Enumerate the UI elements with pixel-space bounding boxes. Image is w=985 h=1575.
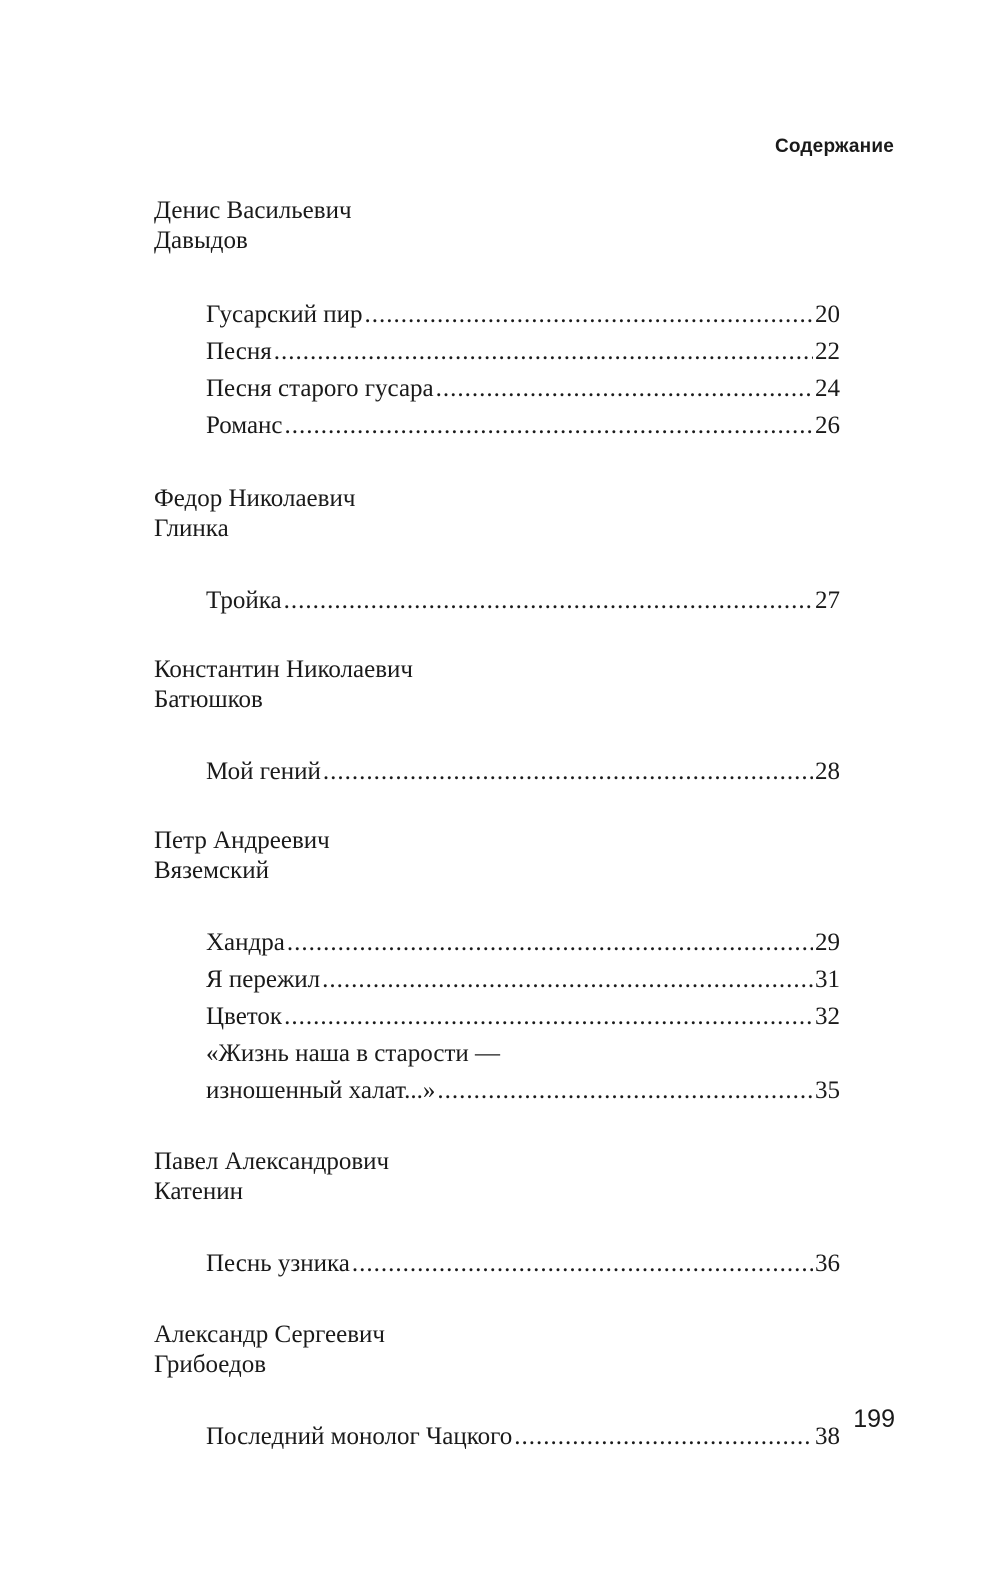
entry-list (154, 1418, 840, 1455)
author-name (154, 1320, 840, 1380)
entry-title: Я пережил (206, 966, 321, 993)
toc-entry[interactable] (206, 296, 840, 333)
author-first-name: Федор Николаевич (154, 485, 356, 512)
author-last-name: Грибоедов (154, 1351, 267, 1378)
dot-leader (514, 1418, 813, 1455)
dot-leader (436, 370, 813, 407)
dot-leader (285, 407, 813, 444)
author-last-name: Давыдов (154, 227, 248, 254)
author-name (154, 484, 840, 544)
author-name (154, 196, 840, 256)
author-last-name: Батюшков (154, 686, 263, 713)
entry-list (154, 924, 840, 1109)
author-last-name: Вяземский (154, 857, 269, 884)
toc-entry[interactable] (206, 407, 840, 444)
toc-section (154, 1320, 840, 1455)
entry-title: Хандра (206, 929, 285, 956)
entry-title: Мой гений (206, 758, 321, 785)
entry-page: 28 (815, 758, 840, 785)
toc-entry[interactable] (206, 1245, 840, 1282)
entry-title-line1[interactable]: «Жизнь наша в старости — (206, 1040, 501, 1067)
author-first-name: Александр Сергеевич (154, 1321, 385, 1348)
entry-list (154, 753, 840, 790)
entry-title: Песня (206, 338, 272, 365)
entry-page: 36 (815, 1250, 840, 1277)
toc-entry[interactable] (206, 924, 840, 961)
entry-page: 26 (815, 412, 840, 439)
author-name (154, 655, 840, 715)
toc-section (154, 484, 840, 619)
entry-page: 38 (815, 1423, 840, 1450)
dot-leader (365, 296, 813, 333)
author-name (154, 1147, 840, 1207)
entry-page: 29 (815, 929, 840, 956)
dot-leader (323, 753, 813, 790)
entry-title: Тройка (206, 587, 282, 614)
toc-section (154, 196, 840, 444)
entry-page: 27 (815, 587, 840, 614)
toc-entry[interactable] (206, 753, 840, 790)
entry-list (154, 296, 840, 444)
author-first-name: Константин Николаевич (154, 656, 413, 683)
entry-title: Цветок (206, 1003, 283, 1030)
entry-page: 24 (815, 375, 840, 402)
entry-page: 22 (815, 338, 840, 365)
author-last-name: Катенин (154, 1178, 243, 1205)
entry-title: Гусарский пир (206, 301, 363, 328)
entry-title: Песнь узника (206, 1250, 350, 1277)
entry-list (154, 1245, 840, 1282)
dot-leader (437, 1072, 813, 1109)
entry-page: 35 (815, 1077, 840, 1104)
toc-section (154, 826, 840, 1109)
table-of-contents (154, 196, 840, 1455)
author-last-name: Глинка (154, 515, 229, 542)
toc-entry[interactable] (206, 1418, 840, 1455)
entry-page: 20 (815, 301, 840, 328)
entry-title: Последний монолог Чацкого (206, 1423, 513, 1450)
dot-leader (274, 333, 813, 370)
toc-entry[interactable] (206, 370, 840, 407)
dot-leader (284, 582, 813, 619)
entry-title: Песня старого гусара (206, 375, 434, 402)
author-first-name: Павел Александрович (154, 1148, 390, 1175)
entry-page: 32 (815, 1003, 840, 1030)
dot-leader (287, 924, 813, 961)
author-first-name: Петр Андреевич (154, 827, 330, 854)
toc-section (154, 1147, 840, 1282)
dot-leader (322, 961, 813, 998)
toc-entry[interactable] (206, 998, 840, 1035)
toc-entry[interactable] (206, 582, 840, 619)
entry-list (154, 582, 840, 619)
page-number: 199 (853, 1405, 895, 1433)
entry-title: Романс (206, 412, 283, 439)
entry-page: 31 (815, 966, 840, 993)
toc-entry[interactable] (206, 1072, 840, 1109)
toc-entry[interactable] (206, 961, 840, 998)
entry-title: изношенный халат...» (206, 1077, 436, 1104)
running-head: Содержание (774, 136, 894, 157)
dot-leader (284, 998, 813, 1035)
dot-leader (352, 1245, 813, 1282)
toc-section (154, 655, 840, 790)
toc-entry[interactable] (206, 333, 840, 370)
author-name (154, 826, 840, 886)
author-first-name: Денис Васильевич (154, 197, 352, 224)
